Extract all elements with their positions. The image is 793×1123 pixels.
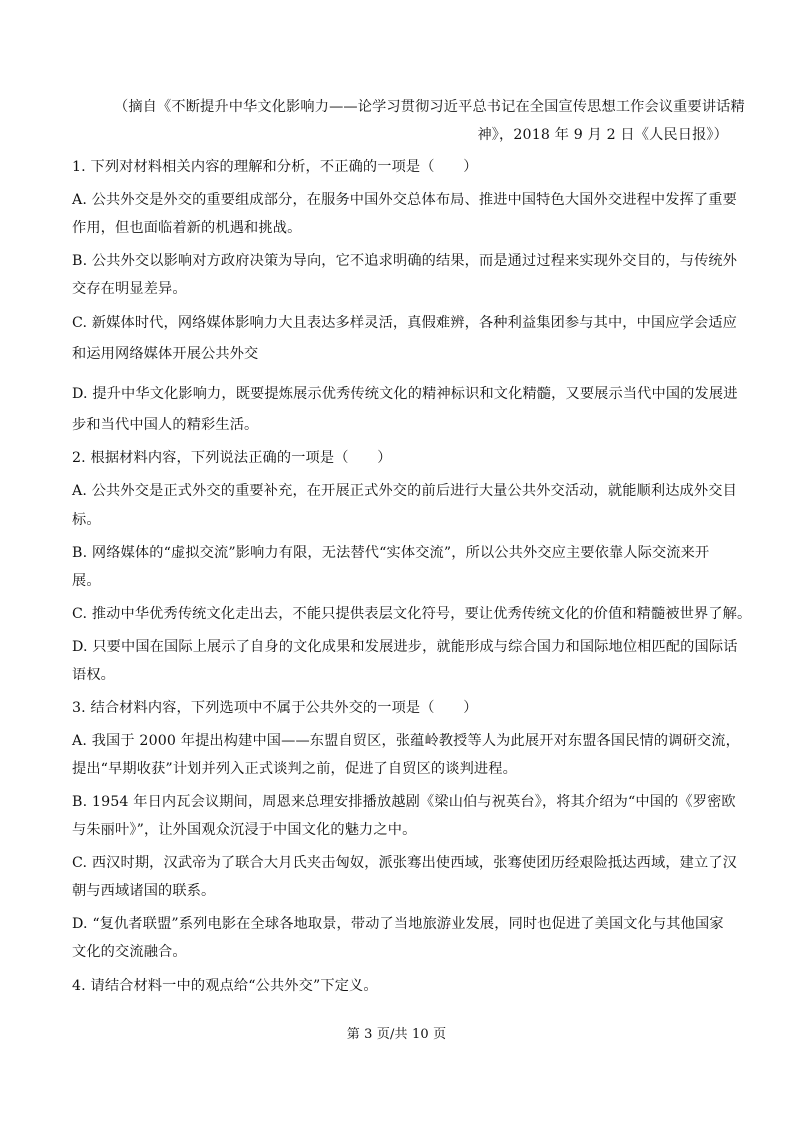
question-1-option-b-line-1: B. 公共外交以影响对方政府决策为导向，它不追求明确的结果，而是通过过程来实现外交目的，与传统外: [72, 253, 738, 269]
question-2-option-a-line-1: A. 公共外交是正式外交的重要补充，在开展正式外交的前后进行大量公共外交活动，就能顺利达成外交目: [72, 483, 737, 499]
question-1-option-a-line-1: A. 公共外交是外交的重要组成部分，在服务中国外交总体布局、推进中国特色大国外交进程中发挥了重要: [72, 192, 737, 208]
question-1-option-a-line-2: 作用，但也面临着新的机遇和挑战。: [72, 220, 302, 236]
question-2-option-c-line-1: C. 推动中华优秀传统文化走出去，不能只提供表层文化符号，要让优秀传统文化的价值和精髓被世界了解。: [72, 606, 752, 622]
question-2-option-b-line-1: B. 网络媒体的“虚拟交流”影响力有限，无法替代“实体交流”，所以公共外交应主要依靠人际交流来开: [72, 545, 710, 561]
question-1-option-d-line-1: D. 提升中华文化影响力，既要提炼展示优秀传统文化的精神标识和文化精髓，又要展示当代中国的发展进: [72, 386, 738, 402]
question-3-stem: 3. 结合材料内容，下列选项中不属于公共外交的一项是（ ）: [72, 700, 478, 716]
citation-line-1: （摘自《不断提升中华文化影响力——论学习贯彻习近平总书记在全国宣传思想工作会议重要讲话精: [114, 99, 745, 115]
question-1-option-c-line-2: 和运用网络媒体开展公共外交: [72, 346, 259, 362]
question-2-option-a-line-2: 标。: [72, 512, 101, 528]
question-3-option-a-line-1: A. 我国于 2000 年提出构建中国——东盟自贸区，张蕴岭教授等人为此展开对东盟各国民情的调研交流，: [72, 733, 740, 749]
question-1-option-c-line-1: C. 新媒体时代，网络媒体影响力大且表达多样灵活，真假难辨，各种利益集团参与其中，中国应学会适应: [72, 315, 738, 331]
question-3-option-d-line-2: 文化的交流融合。: [72, 944, 187, 960]
question-1-stem: 1. 下列对材料相关内容的理解和分析，不正确的一项是（ ）: [72, 159, 478, 175]
page-number-footer: 第 3 页/共 10 页: [346, 1027, 447, 1042]
question-3-option-a-line-2: 提出“早期收获”计划并列入正式谈判之前，促进了自贸区的谈判进程。: [72, 761, 517, 777]
question-3-option-c-line-2: 朝与西域诸国的联系。: [72, 883, 216, 899]
question-4-stem: 4. 请结合材料一中的观点给“公共外交”下定义。: [72, 978, 378, 994]
question-3-option-b-line-1: B. 1954 年日内瓦会议期间，周恩来总理安排播放越剧《梁山伯与祝英台》，将其介绍为“中国的《罗密欧: [72, 794, 736, 810]
question-2-option-d-line-2: 语权。: [72, 667, 116, 683]
question-3-option-b-line-2: 与朱丽叶》”，让外国观众沉浸于中国文化的魅力之中。: [72, 822, 417, 838]
citation-line-2: 神》，2018 年 9 月 2 日《人民日报》）: [477, 127, 728, 143]
question-2-option-d-line-1: D. 只要中国在国际上展示了自身的文化成果和发展进步，就能形成与综合国力和国际地位相匹配的国际话: [72, 639, 738, 655]
question-3-option-c-line-1: C. 西汉时期，汉武帝为了联合大月氏夹击匈奴，派张骞出使西域，张骞使团历经艰险抵达西域，建立了汉: [72, 855, 738, 871]
question-2-option-b-line-2: 展。: [72, 573, 101, 589]
question-1-option-d-line-2: 步和当代中国人的精彩生活。: [72, 417, 259, 433]
question-3-option-d-line-1: D. “复仇者联盟”系列电影在全球各地取景，带动了当地旅游业发展，同时也促进了美国文化与其他国家: [72, 916, 724, 932]
question-1-option-b-line-2: 交存在明显差异。: [72, 281, 187, 297]
question-2-stem: 2. 根据材料内容，下列说法正确的一项是（ ）: [72, 450, 392, 466]
